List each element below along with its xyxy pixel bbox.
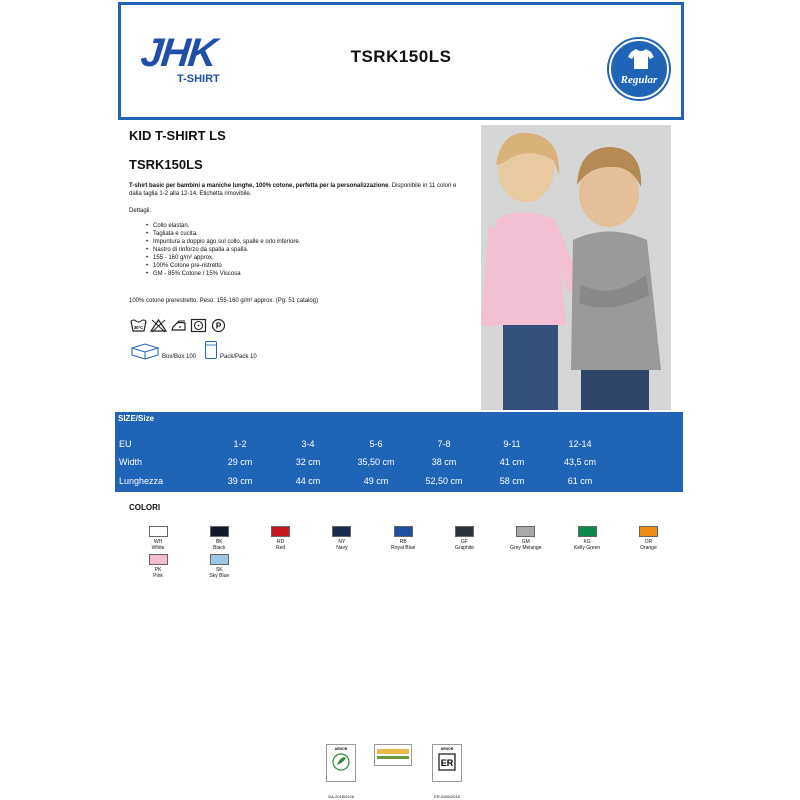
svg-text:ER: ER	[440, 758, 454, 768]
swatch-box	[578, 526, 597, 537]
size-cell: 29 cm	[227, 457, 253, 467]
details-list	[153, 222, 300, 278]
row-label: Lunghezza	[119, 476, 164, 486]
swatch-name: Royal Blue	[391, 545, 416, 551]
aenor-environment-cert	[326, 744, 356, 782]
swatch-name: Orange	[640, 545, 657, 551]
swatch-box	[455, 526, 474, 537]
swatch-box	[210, 526, 229, 537]
swatch-box	[516, 526, 535, 537]
size-cell: 5-6	[369, 439, 383, 449]
product-description	[129, 183, 469, 198]
svg-text:30°C: 30°C	[133, 325, 144, 330]
description-bold: T-shirt basic per bambini a maniche lunghe, 100% cotone, perfetta per la personalizzazione	[129, 183, 389, 189]
swatch-code: GM	[521, 539, 530, 545]
box-icon	[130, 342, 160, 360]
swatch-code: PK	[154, 567, 162, 573]
size-cell: 38 cm	[431, 457, 457, 467]
pack-icon	[204, 340, 218, 360]
swatch-code: SK	[215, 567, 223, 573]
color-swatch	[128, 554, 188, 579]
cert-code-right: ER-0260/2018	[434, 794, 460, 799]
cert-code-left: GA-2018/0126	[327, 794, 355, 799]
size-table	[115, 412, 683, 492]
swatch-code: OR	[644, 539, 653, 545]
size-cell: 44 cm	[295, 476, 321, 486]
detail-item: • 100% Cotone pre-ristretto	[153, 262, 300, 270]
tshirt-icon	[628, 48, 654, 70]
size-row-eu	[115, 436, 683, 454]
header-product-code: TSRK150LS	[350, 47, 452, 66]
color-swatch	[435, 526, 495, 551]
swatch-box	[149, 526, 168, 537]
color-swatch	[312, 526, 372, 551]
product-code: TSRK150LS	[129, 157, 203, 172]
swatch-box	[149, 554, 168, 565]
color-swatch	[128, 526, 188, 551]
badge-label: Regular	[620, 74, 658, 86]
swatch-code: BK	[215, 539, 223, 545]
dry-clean-p-icon	[210, 318, 227, 333]
details-label: Dettagli:	[129, 208, 152, 214]
detail-item: • Tagliata e cucita.	[153, 230, 300, 238]
detail-item: • Impuntura a doppio ago sul collo, spalle e orlo inferiore.	[153, 238, 300, 246]
swatch-name: White	[151, 545, 165, 551]
color-swatch	[373, 526, 433, 551]
detail-item: • 155 - 160 g/m² approx.	[153, 254, 300, 262]
detail-item: • Collo elastan.	[153, 222, 300, 230]
swatch-name: Kelly Green	[574, 545, 601, 551]
swatch-name: Pink	[153, 573, 163, 579]
size-cell: 43,5 cm	[563, 457, 596, 467]
cert-org: AENOR	[334, 747, 348, 751]
iron-icon	[170, 318, 187, 333]
swatch-box	[210, 554, 229, 565]
size-cell: 52,50 cm	[425, 476, 463, 486]
no-bleach-icon	[150, 318, 167, 333]
swatch-name: Grey Melange	[510, 545, 542, 551]
size-row-width	[115, 454, 683, 472]
color-swatch	[189, 526, 249, 551]
detail-item: • Nastro di rinforzo da spalla a spalla.	[153, 246, 300, 254]
swatch-code: RB	[399, 539, 407, 545]
size-cell: 32 cm	[295, 457, 321, 467]
swatch-box	[639, 526, 658, 537]
swatch-name: Black	[213, 545, 226, 551]
color-swatch	[557, 526, 617, 551]
product-title: KID T-SHIRT LS	[129, 128, 226, 143]
color-swatch	[618, 526, 678, 551]
swatch-name: Sky Blue	[209, 573, 230, 579]
swatch-code: GF	[461, 539, 468, 545]
box-label: Box/Box 100	[162, 354, 197, 360]
size-cell: 61 cm	[567, 476, 593, 486]
row-label: EU	[119, 439, 132, 449]
size-cell: 49 cm	[363, 476, 389, 486]
packaging-info	[130, 340, 265, 360]
size-cell: 1-2	[233, 439, 247, 449]
fabric-note: 100% cotone prerestretto. Peso: 155-160 g/m² approx. (Pg. 51 catalog)	[129, 298, 319, 304]
header-banner	[118, 2, 684, 120]
oeko-tex-label	[374, 744, 412, 766]
size-cell: 58 cm	[499, 476, 525, 486]
size-cell: 41 cm	[499, 457, 525, 467]
size-table-title: SIZE/Size	[118, 414, 155, 423]
brand-sub: T-SHIRT	[177, 73, 220, 85]
swatch-name: Navy	[336, 545, 348, 551]
care-icons	[130, 318, 227, 333]
swatch-code: RD	[276, 539, 285, 545]
swatch-box	[394, 526, 413, 537]
colors-title: COLORI	[129, 503, 161, 512]
swatch-name: Graphite	[454, 545, 475, 551]
tumble-dry-icon	[190, 318, 207, 333]
swatch-code: WH	[153, 539, 163, 545]
brand-name: JHK	[138, 31, 218, 75]
detail-item: • GM - 85% Cotone / 15% Viscosa	[153, 270, 300, 278]
size-cell: 7-8	[437, 439, 451, 449]
color-swatch	[496, 526, 556, 551]
aenor-quality-cert	[432, 744, 462, 782]
size-cell: 9-11	[503, 439, 521, 449]
swatch-box	[271, 526, 290, 537]
leaf-icon	[327, 751, 355, 773]
regular-fit-badge	[609, 39, 669, 99]
er-mark-icon	[433, 751, 461, 773]
row-label: Width	[119, 457, 143, 467]
swatch-code: KG	[583, 539, 591, 545]
color-swatch	[251, 526, 311, 551]
size-row-length	[115, 473, 683, 491]
swatch-code: NY	[338, 539, 346, 545]
pack-label: Pack/Pack 10	[220, 354, 257, 360]
cert-org: AENOR	[440, 747, 454, 751]
size-cell: 12-14	[568, 439, 592, 449]
description-rest: . Disponibile in 11 colori e dalla taglia 1-2 alla 12-14. Etichetta rimovibile.	[129, 183, 457, 197]
color-swatch	[189, 554, 249, 579]
size-cell: 35,50 cm	[357, 457, 395, 467]
size-cell: 3-4	[301, 439, 315, 449]
swatch-box	[332, 526, 351, 537]
size-cell: 39 cm	[227, 476, 253, 486]
product-photo	[481, 125, 671, 410]
swatch-name: Red	[276, 545, 286, 551]
svg-text:P: P	[215, 321, 222, 331]
wash-30-icon	[130, 318, 147, 333]
